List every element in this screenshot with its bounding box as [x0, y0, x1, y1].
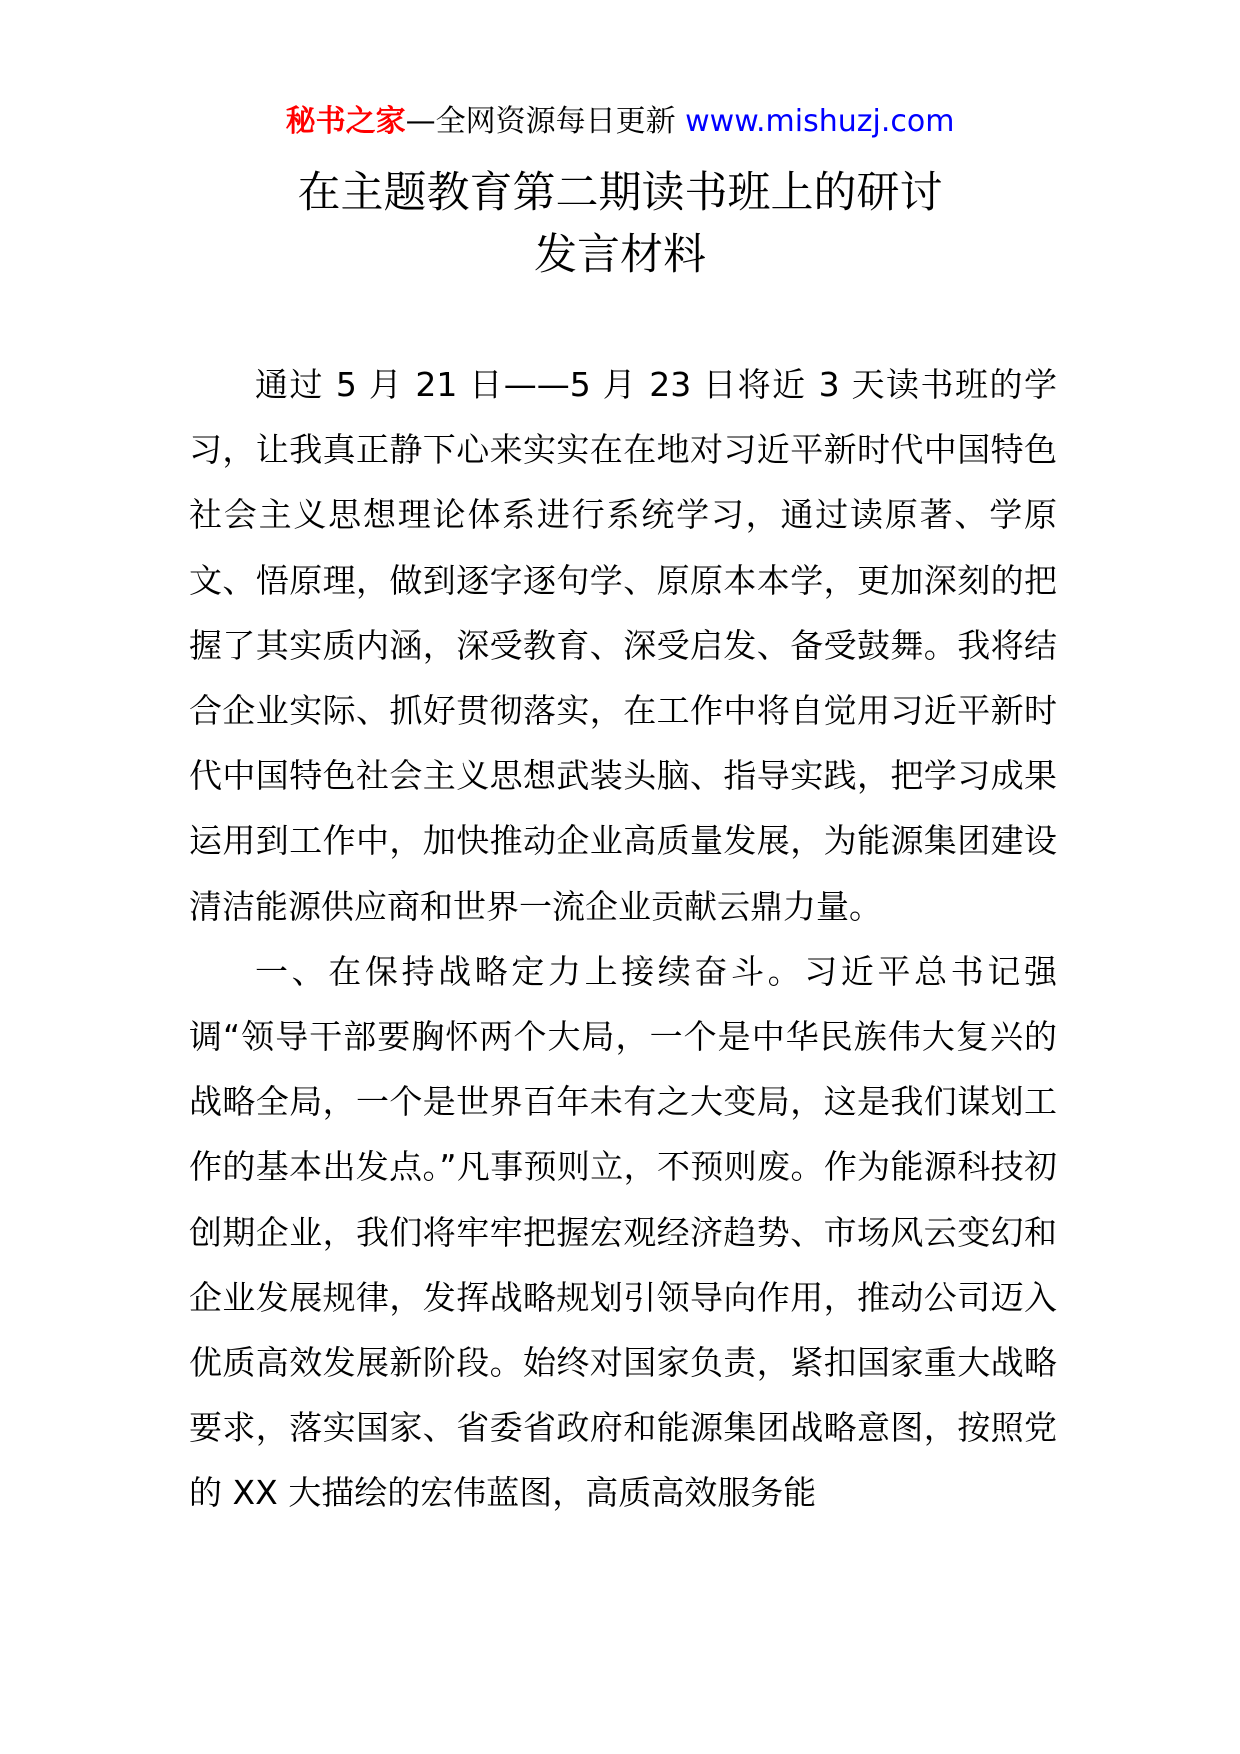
body-paragraph: 一、在保持战略定力上接续奋斗。习近平总书记强调“领导干部要胸怀两个大局，一个是中华民族伟大复兴的战略全局，一个是世界百年未有之大变局，这是我们谋划工作的基本出发点。”凡事预则立，不预则废。作为能源科技初创期企业，我们将牢牢把握宏观经济趋势、市场风云变幻和企业发展规律，发挥战略规划引领导向作用，推动公司迈入优质高效发展新阶段。始终对国家负责，紧扣国家重大战略要求，落实国家、省委省政府和能源集团战略意图，按照党的 XX 大描绘的宏伟蓝图，高质高效服务能 — [189, 951, 1057, 1513]
title-line-2: 发言材料 — [534, 230, 706, 280]
header-tagline: —全网资源每日更新 — [405, 104, 686, 139]
title-line-1: 在主题教育第二期读书班上的研讨 — [297, 168, 943, 218]
body-paragraph: 通过 5 月 21 日——5 月 23 日将近 3 天读书班的学习，让我真正静下心来实实在在地对习近平新时代中国特色社会主义思想理论体系进行系统学习，通过读原著、学原文、悟原理，做到逐字逐句学、原原本本学，更加深刻的把握了其实质内涵，深受教育、深受启发、备受鼓舞。我将结合企业实际、抓好贯彻落实，在工作中将自觉用习近平新时代中国特色社会主义思想武装头脑、指导实践，把学习成果运用到工作中，加快推动企业高质量发展，为能源集团建设清洁能源供应商和世界一流企业贡献云鼎力量。 — [189, 365, 1057, 926]
site-header — [0, 100, 1240, 144]
header-url[interactable]: www.mishuzj.com — [685, 104, 955, 139]
document-title — [0, 162, 1240, 286]
brand-name: 秘书之家 — [285, 104, 406, 139]
document-body — [189, 352, 1057, 1526]
